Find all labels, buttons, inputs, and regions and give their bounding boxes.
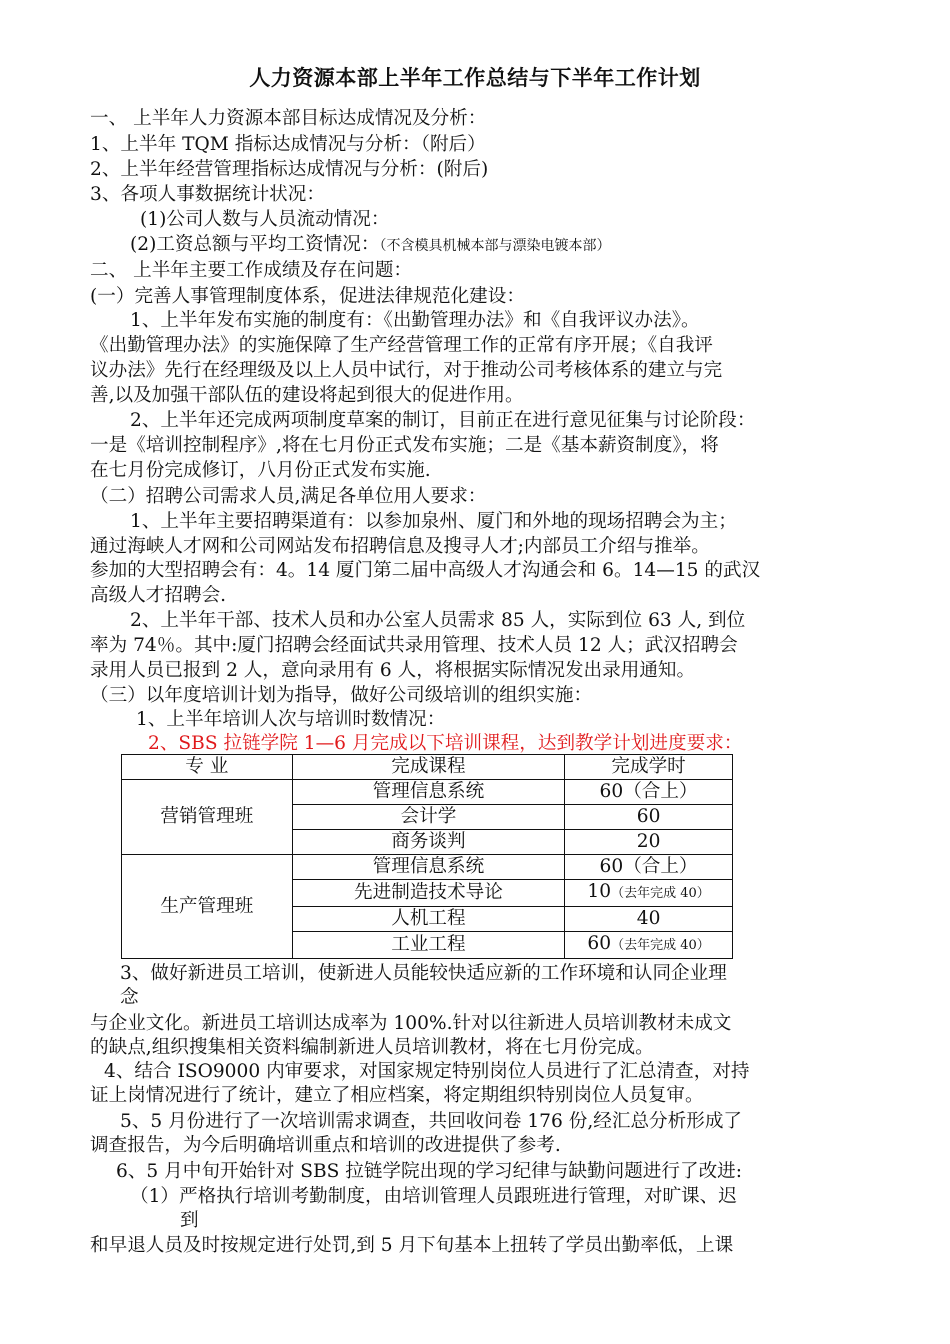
section-heading: 一、 上半年人力资源本部目标达成情况及分析： [90,108,487,129]
document-title: 人力资源本部上半年工作总结与下半年工作计划 [249,66,701,90]
paragraph-line: 和早退人员及时按规定进行处罚,到 5 月下旬基本上扭转了学员出勤率低，上课 [90,1235,734,1256]
paragraph-line: 1、上半年发布实施的制度有：《出勤管理办法》和《自我评议办法》。 [130,310,700,331]
paragraph-line: 在七月份完成修订，八月份正式发布实施. [90,460,431,481]
training-course-table [121,754,733,959]
course-cell: 工业工程 [292,932,564,959]
paragraph-line: 2、上半年经营管理指标达成情况与分析：(附后) [90,159,489,180]
course-cell: 管理信息系统 [292,855,564,880]
paragraph-line: 《出勤管理办法》的实施保障了生产经营管理工作的正常有序开展；《自我评 [90,335,713,356]
table-header-row [122,755,733,780]
paragraph-line: 1、上半年主要招聘渠道有：以参加泉州、厦门和外地的现场招聘会为主； [130,511,737,532]
hours-note: （去年完成 40） [611,886,710,901]
course-cell: 商务谈判 [292,830,564,855]
paragraph-line: 调查报告，为今后明确培训重点和培训的改进提供了参考. [90,1135,561,1156]
hours-cell: 20 [565,830,733,855]
paragraph-line: 3、做好新进员工培训，使新进人员能较快适应新的工作环境和认同企业理 [120,963,727,984]
paragraph-line: 5、5 月份进行了一次培训需求调查，共回收问卷 176 份,经汇总分析形成了 [120,1111,743,1132]
paragraph-line: 率为 74％。其中:厦门招聘会经面试共录用管理、技术人员 12 人；武汉招聘会 [90,635,738,656]
wage-line-note: （不含模具机械本部与漂染电镀本部） [379,238,611,254]
subsection-heading: （二）招聘公司需求人员,满足各单位用人要求： [90,486,487,507]
subsection-heading: (一）完善人事管理制度体系，促进法律规范化建设： [90,286,525,307]
paragraph-line: （1）严格执行培训考勤制度，由培训管理人员跟班进行管理，对旷课、迟 [130,1186,737,1207]
paragraph-line: 参加的大型招聘会有：4。14 厦门第二届中高级人才沟通会和 6。14—15 的武汉 [90,560,761,581]
highlighted-line: 2、SBS 拉链学院 1—6 月完成以下培训课程，达到教学计划进度要求： [148,733,743,754]
paragraph-line: 4、结合 ISO9000 内审要求，对国家规定特别岗位人员进行了汇总清查，对持 [104,1061,750,1082]
paragraph-line: 议办法》先行在经理级及以上人员中试行，对于推动公司考核体系的建立与完 [90,360,723,381]
wage-line-text: (2)工资总额与平均工资情况： [130,234,380,255]
paragraph-line [130,232,610,259]
paragraph-line: 的缺点,组织搜集相关资料编制新进人员培训教材，将在七月份完成。 [90,1037,654,1058]
section-heading: 二、 上半年主要工作成绩及存在问题： [90,260,413,281]
major-cell: 生产管理班 [122,855,293,959]
paragraph-line: 通过海峡人才网和公司网站发布招聘信息及搜寻人才;内部员工介绍与推举。 [90,536,710,557]
paragraph-line: 1、上半年培训人次与培训时数情况： [136,709,446,730]
major-cell: 营销管理班 [122,780,293,855]
paragraph-line: 高级人才招聘会. [90,585,227,606]
hours-note: （去年完成 40） [611,938,710,953]
course-cell: 管理信息系统 [292,780,564,805]
course-cell: 会计学 [292,805,564,830]
paragraph-line: 2、上半年还完成两项制度草案的制订，目前正在进行意见征集与讨论阶段： [130,410,756,431]
hours-cell: 60（合上） [565,855,733,880]
hours-cell: 40 [565,907,733,932]
hours-cell [565,880,733,907]
paragraph-line: 证上岗情况进行了统计，建立了相应档案，将定期组织特别岗位人员复审。 [90,1085,704,1106]
paragraph-line: 录用人员已报到 2 人，意向录用有 6 人，将根据实际情况发出录用通知。 [90,660,696,681]
course-cell: 人机工程 [292,907,564,932]
paragraph-line: 到 [180,1210,199,1231]
paragraph-line: (1)公司人数与人员流动情况： [140,209,390,230]
paragraph-line: 善,以及加强干部队伍的建设将起到很大的促进作用。 [90,385,524,406]
table-header-cell: 完成学时 [565,755,733,780]
hours-value: 10 [587,881,612,902]
course-cell: 先进制造技术导论 [292,880,564,907]
paragraph-line: 一是《培训控制程序》,将在七月份正式发布实施；二是《基本薪资制度》，将 [90,435,719,456]
table-header-cell: 完成课程 [292,755,564,780]
subsection-heading: （三）以年度培训计划为指导，做好公司级培训的组织实施： [90,685,593,706]
paragraph-line: 1、上半年 TQM 指标达成情况与分析：（附后） [90,134,486,155]
hours-cell: 60 [565,805,733,830]
paragraph-line: 念 [120,987,139,1008]
hours-cell [565,932,733,959]
table-header-cell: 专 业 [122,755,293,780]
paragraph-line: 6、5 月中旬开始针对 SBS 拉链学院出现的学习纪律与缺勤问题进行了改进: [116,1161,743,1182]
paragraph-line: 2、上半年干部、技术人员和办公室人员需求 85 人，实际到位 63 人, 到位 [130,610,746,631]
paragraph-line: 与企业文化。新进员工培训达成率为 100%.针对以往新进人员培训教材未成文 [90,1013,732,1034]
table-row [122,855,733,880]
table-row [122,780,733,805]
hours-value: 60 [587,933,612,954]
hours-cell: 60（合上） [565,780,733,805]
paragraph-line: 3、各项人事数据统计状况： [90,184,325,205]
